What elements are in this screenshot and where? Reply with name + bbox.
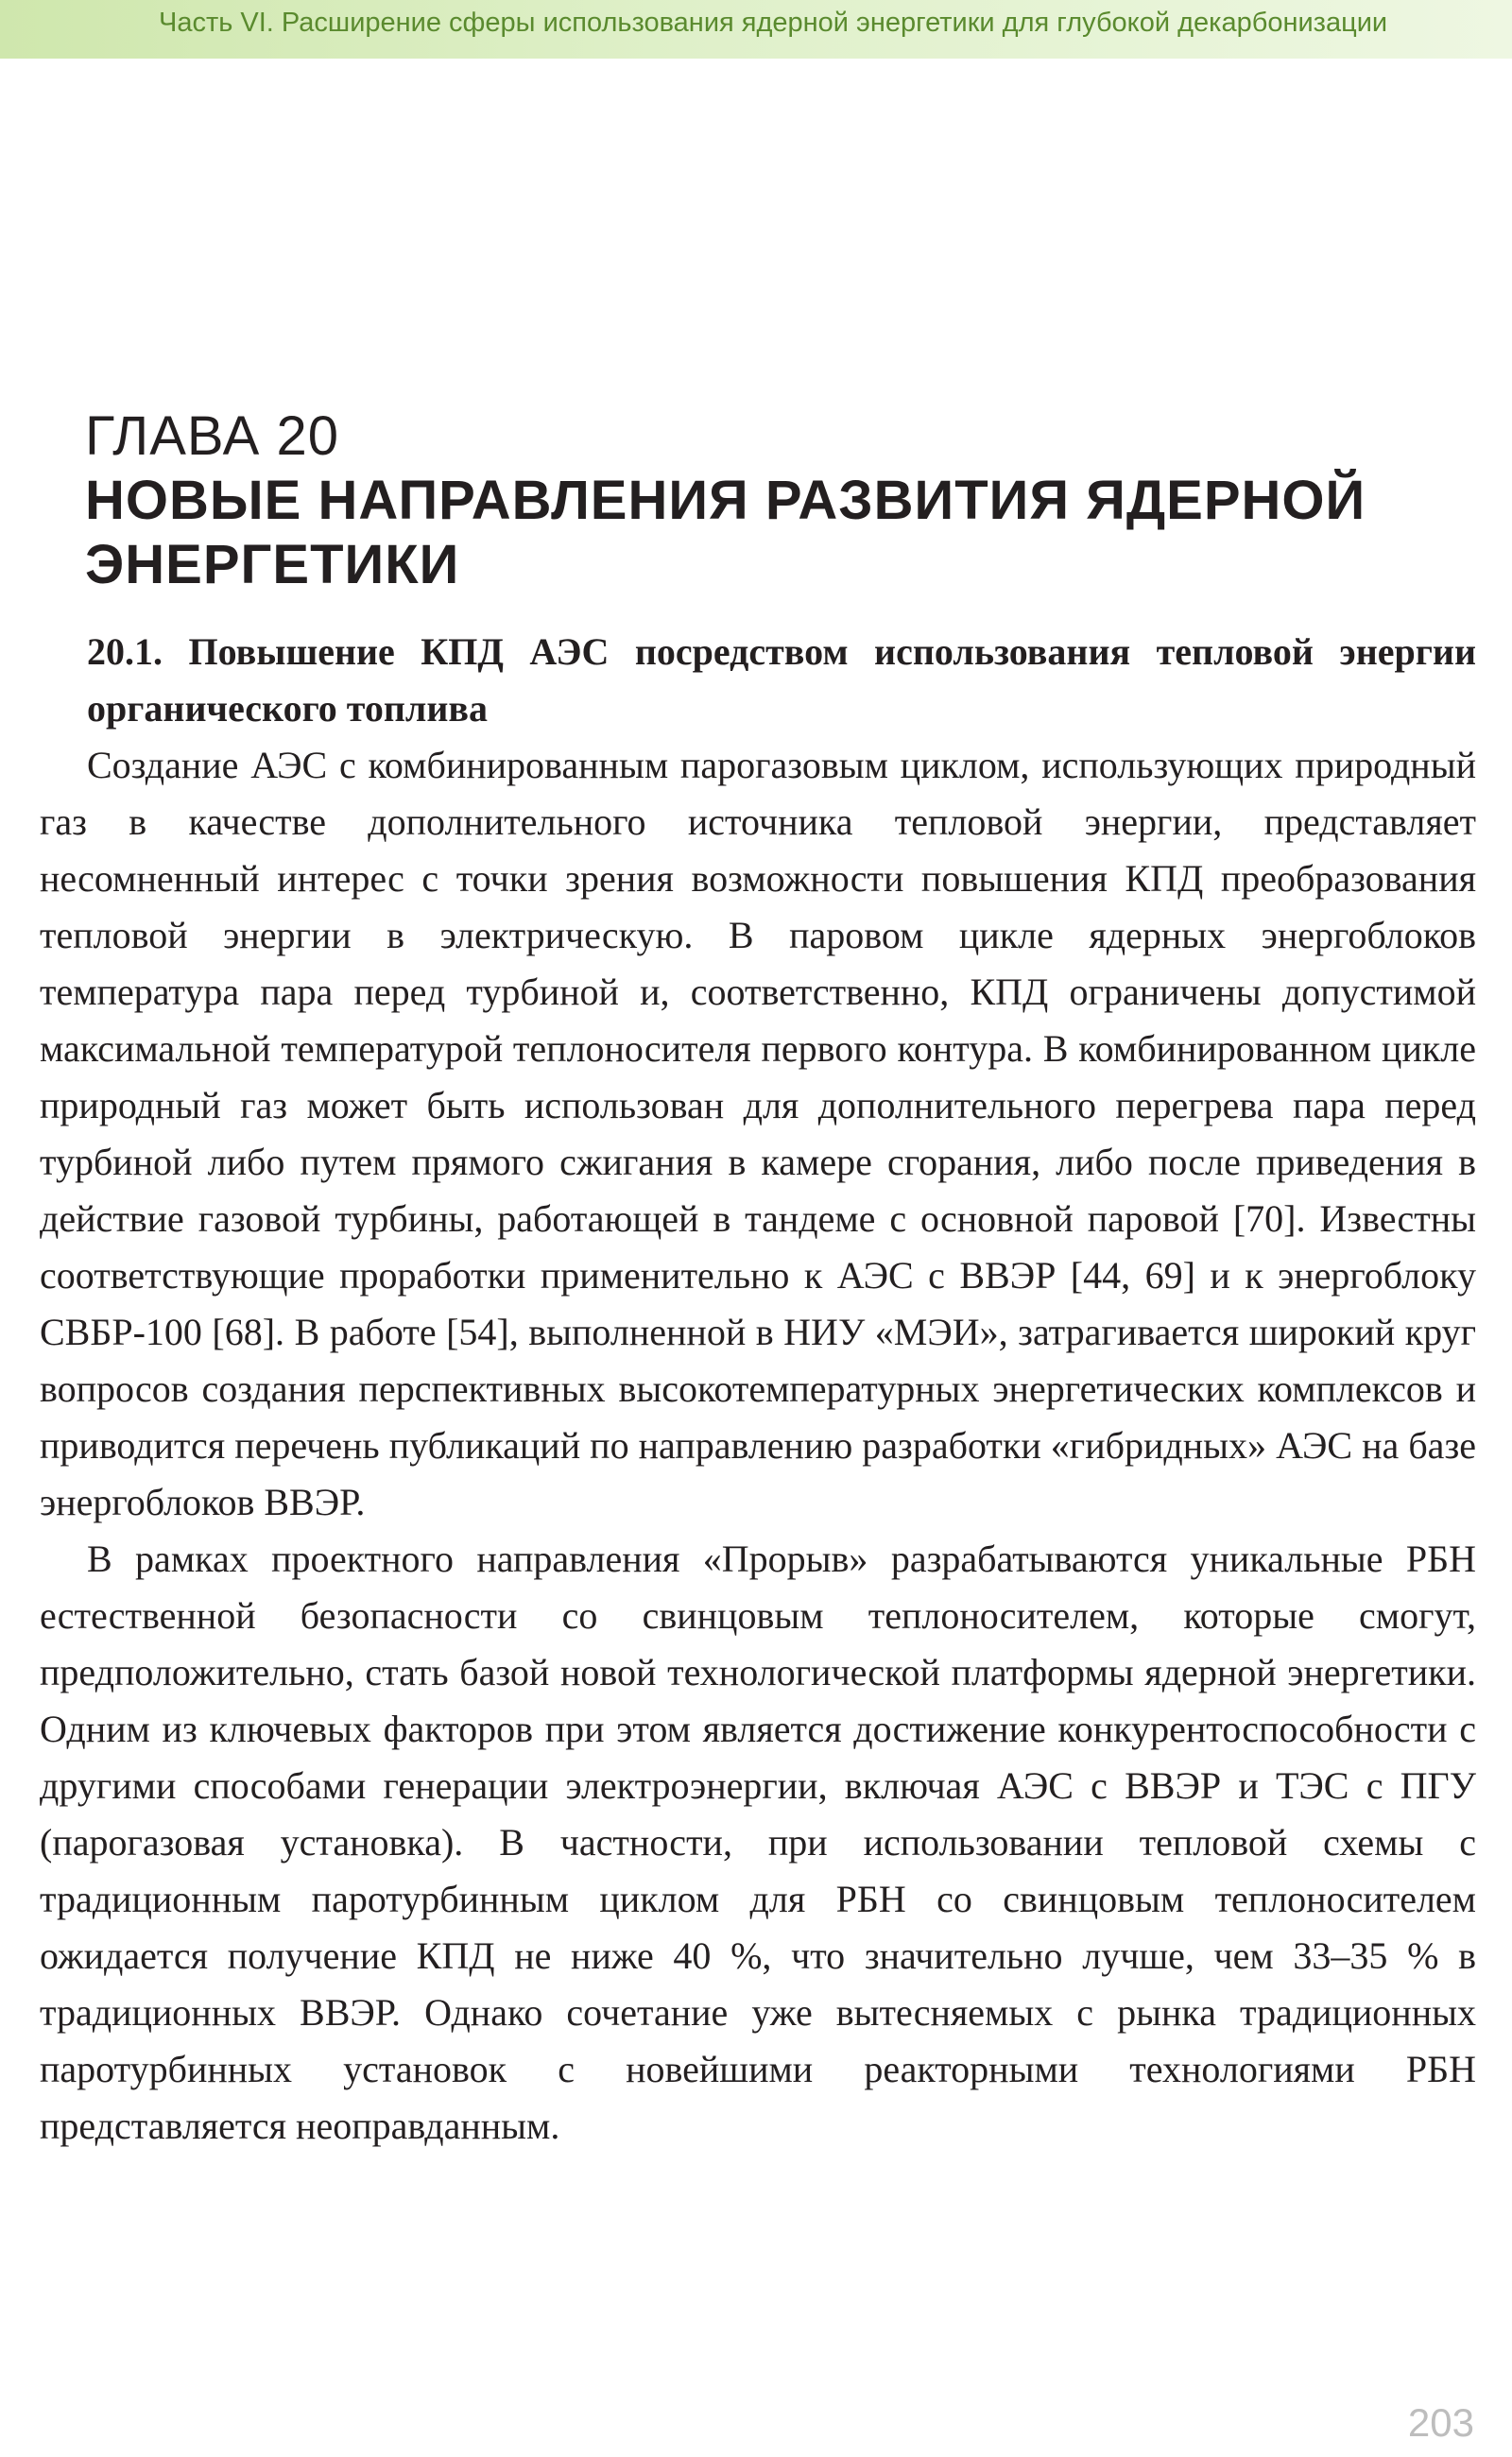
running-header — [0, 0, 1512, 59]
chapter-title: НОВЫЕ НАПРАВЛЕНИЯ РАЗВИТИЯ ЯДЕРНОЙ ЭНЕРГЕТИКИ — [85, 470, 1366, 595]
chapter-heading — [85, 404, 1474, 597]
chapter-number: ГЛАВА 20 — [85, 405, 339, 467]
paragraph-1: Создание АЭС с комбинированным парогазовым циклом, использующих природный газ в качестве дополнительного источника тепловой энергии, представляет несомненный интерес с точки зрения возможности повышения КПД преобразования тепловой энергии в электрическую. В паровом цикле ядерных энергоблоков температура пара перед турбиной и, соответственно, КПД ограничены допустимой максимальной температурой теплоносителя первого контура. В комбинированном цикле природный газ может быть использован для дополнительного перегрева пара перед турбиной либо путем прямого сжигания в камере сгорания, либо после приведения в действие газовой турбины, работающей в тандеме с основной паровой [70]. Известны соответствующие проработки применительно к АЭС с ВВЭР [44, 69] и к энергоблоку СВБР-100 [68]. В работе [54], выполненной в НИУ «МЭИ», затрагивается широкий круг вопросов создания перспективных высокотемпературных энергетических комплексов и приводится перечень публикаций по направлению разработки «гибридных» АЭС на базе энергоблоков ВВЭР. — [40, 744, 1476, 1523]
running-header-text: Часть VI. Расширение сферы использования ядерной энергетики для глубокой декарбонизации — [159, 8, 1388, 38]
section-heading: 20.1. Повышение КПД АЭС посредством использования тепловой энергии органического топлива — [87, 630, 1476, 730]
paragraph-2: В рамках проектного направления «Прорыв» разрабатываются уникальные РБН естественной безопасности со свинцовым теплоносителем, которые смогут, предположительно, стать базой новой технологической платформы ядерной энергетики. Одним из ключевых факторов при этом является достижение конкурентоспособности с другими способами генерации электроэнергии, включая АЭС с ВВЭР и ТЭС с ПГУ (парогазовая установка). В частности, при использовании тепловой схемы с традиционным паротурбинным циклом для РБН со свинцовым теплоносителем ожидается получение КПД не ниже 40 %, что значительно лучше, чем 33–35 % в традиционных ВВЭР. Однако сочетание уже вытесняемых с рынка традиционных паротурбинных установок с новейшими реакторными технологиями РБН представляется неоправданным. — [40, 1538, 1476, 2147]
page-content — [40, 624, 1476, 2155]
page-number: 203 — [1407, 2400, 1474, 2445]
